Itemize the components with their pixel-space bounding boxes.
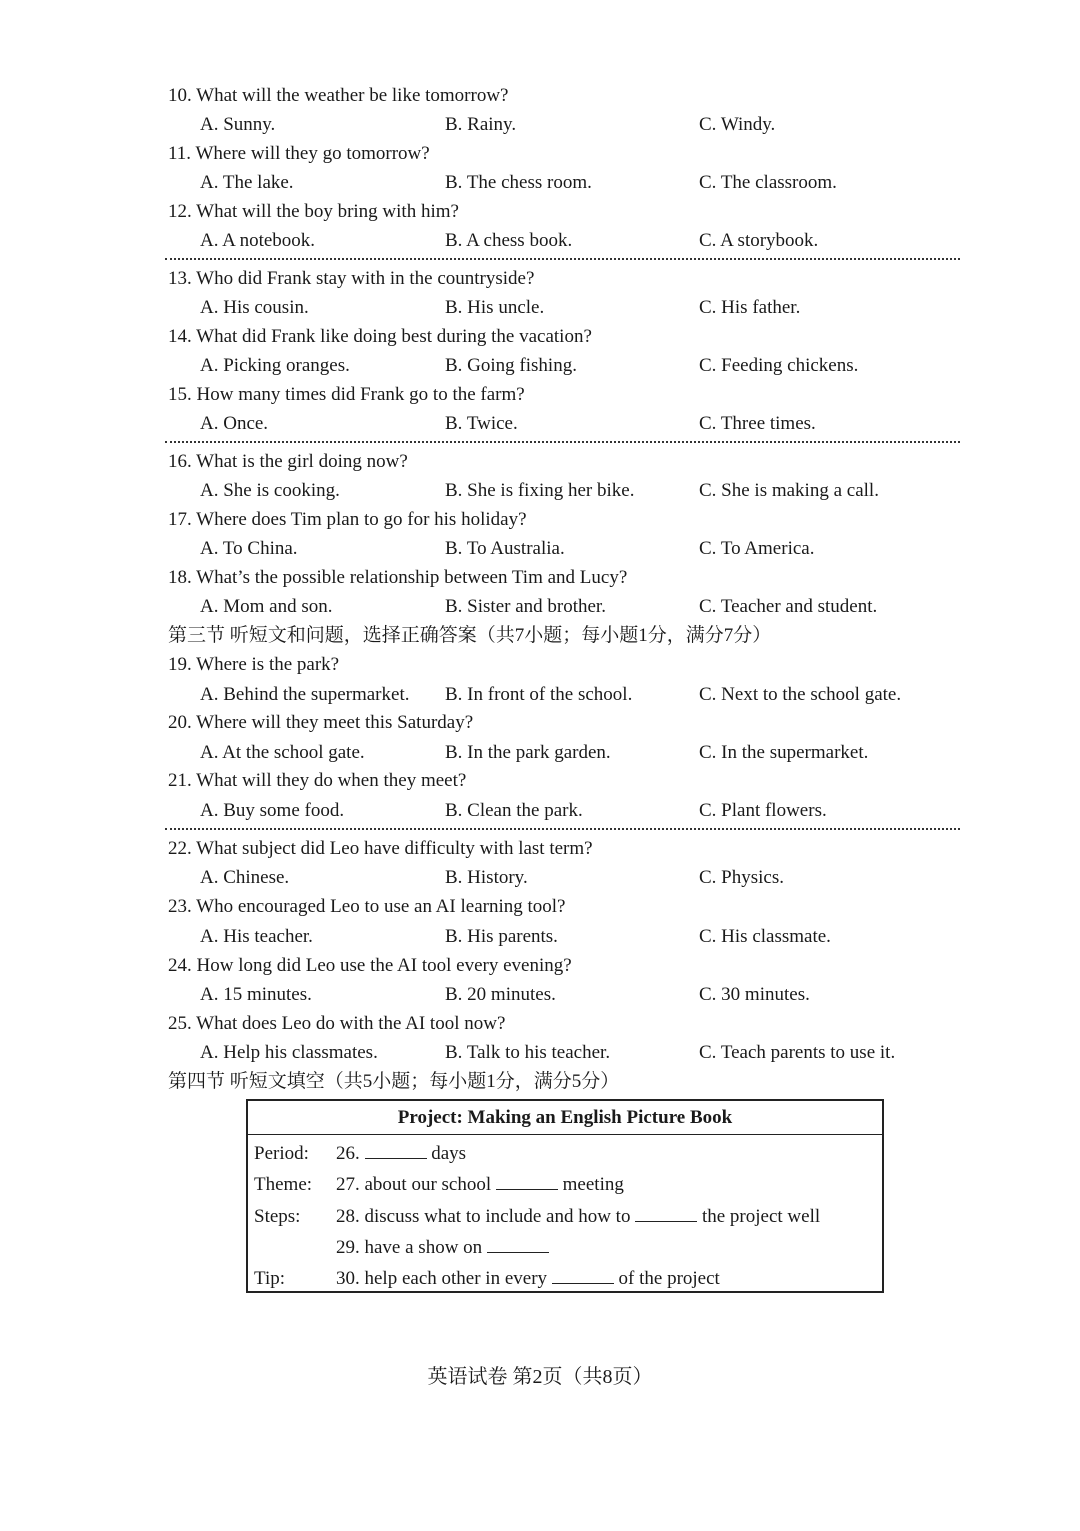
theme-text: 27. about our school bbox=[336, 1174, 492, 1195]
option-10-b: B. Rainy. bbox=[445, 114, 517, 135]
option-25-c: C. Teach parents to use it. bbox=[699, 1042, 896, 1063]
option-16-c: C. She is making a call. bbox=[699, 480, 879, 501]
answer-blank-28[interactable] bbox=[635, 1205, 697, 1222]
option-17-a: A. To China. bbox=[200, 538, 298, 559]
answer-blank-30[interactable] bbox=[552, 1267, 614, 1284]
question-21: 21. What will they do when they meet? bbox=[168, 770, 467, 791]
dotted-separator bbox=[165, 441, 960, 443]
question-14: 14. What did Frank like doing best during the vacation? bbox=[168, 326, 592, 347]
option-24-a: A. 15 minutes. bbox=[200, 984, 312, 1005]
dotted-separator bbox=[165, 828, 960, 830]
answer-blank-29[interactable] bbox=[487, 1236, 549, 1253]
question-17: 17. Where does Tim plan to go for his holiday? bbox=[168, 509, 527, 530]
question-23: 23. Who encouraged Leo to use an AI learning tool? bbox=[168, 896, 566, 917]
theme-suffix: meeting bbox=[562, 1174, 624, 1195]
option-19-a: A. Behind the supermarket. bbox=[200, 684, 410, 705]
option-14-c: C. Feeding chickens. bbox=[699, 355, 859, 376]
option-15-b: B. Twice. bbox=[445, 413, 518, 434]
option-19-c: C. Next to the school gate. bbox=[699, 684, 902, 705]
option-11-c: C. The classroom. bbox=[699, 172, 837, 193]
theme-row bbox=[336, 1173, 624, 1197]
option-14-a: A. Picking oranges. bbox=[200, 355, 350, 376]
period-label: Period: bbox=[254, 1143, 309, 1164]
option-11-b: B. The chess room. bbox=[445, 172, 592, 193]
section-4-heading: 第四节 听短文填空（共5小题；每小题1分，满分5分） bbox=[168, 1071, 620, 1092]
section-3-heading: 第三节 听短文和问题，选择正确答案（共7小题；每小题1分，满分7分） bbox=[168, 625, 772, 646]
option-23-b: B. His parents. bbox=[445, 926, 558, 947]
option-22-b: B. History. bbox=[445, 867, 528, 888]
question-16: 16. What is the girl doing now? bbox=[168, 451, 408, 472]
option-10-a: A. Sunny. bbox=[200, 114, 276, 135]
option-14-b: B. Going fishing. bbox=[445, 355, 577, 376]
option-10-c: C. Windy. bbox=[699, 114, 776, 135]
option-12-c: C. A storybook. bbox=[699, 230, 819, 251]
steps-label: Steps: bbox=[254, 1206, 301, 1227]
period-unit: days bbox=[431, 1143, 467, 1164]
option-25-a: A. Help his classmates. bbox=[200, 1042, 378, 1063]
option-16-a: A. She is cooking. bbox=[200, 480, 340, 501]
step-1-suffix: the project well bbox=[701, 1206, 821, 1227]
option-15-a: A. Once. bbox=[200, 413, 269, 434]
option-24-b: B. 20 minutes. bbox=[445, 984, 556, 1005]
question-10: 10. What will the weather be like tomorrow? bbox=[168, 85, 509, 106]
dotted-separator bbox=[165, 258, 960, 260]
question-12: 12. What will the boy bring with him? bbox=[168, 201, 459, 222]
option-17-b: B. To Australia. bbox=[445, 538, 565, 559]
period-row bbox=[336, 1142, 466, 1166]
option-23-c: C. His classmate. bbox=[699, 926, 831, 947]
question-24: 24. How long did Leo use the AI tool every evening? bbox=[168, 955, 572, 976]
step-2-row bbox=[336, 1236, 549, 1260]
answer-blank-26[interactable] bbox=[365, 1142, 427, 1159]
option-20-b: B. In the park garden. bbox=[445, 742, 611, 763]
tip-row bbox=[336, 1267, 720, 1291]
question-18: 18. What’s the possible relationship between Tim and Lucy? bbox=[168, 567, 628, 588]
option-15-c: C. Three times. bbox=[699, 413, 816, 434]
table-title: Project: Making an English Picture Book bbox=[248, 1101, 882, 1135]
option-20-a: A. At the school gate. bbox=[200, 742, 365, 763]
answer-blank-27[interactable] bbox=[496, 1173, 558, 1190]
page-footer: 英语试卷 第2页（共8页） bbox=[427, 1366, 653, 1388]
option-13-b: B. His uncle. bbox=[445, 297, 545, 318]
question-25: 25. What does Leo do with the AI tool now? bbox=[168, 1013, 506, 1034]
option-12-b: B. A chess book. bbox=[445, 230, 573, 251]
step-2-text: 29. have a show on bbox=[336, 1237, 483, 1258]
option-11-a: A. The lake. bbox=[200, 172, 294, 193]
theme-label: Theme: bbox=[254, 1174, 313, 1195]
option-22-a: A. Chinese. bbox=[200, 867, 290, 888]
option-21-a: A. Buy some food. bbox=[200, 800, 345, 821]
option-21-c: C. Plant flowers. bbox=[699, 800, 827, 821]
option-18-a: A. Mom and son. bbox=[200, 596, 333, 617]
option-13-c: C. His father. bbox=[699, 297, 801, 318]
step-1-row bbox=[336, 1205, 820, 1229]
option-25-b: B. Talk to his teacher. bbox=[445, 1042, 611, 1063]
option-22-c: C. Physics. bbox=[699, 867, 784, 888]
option-23-a: A. His teacher. bbox=[200, 926, 313, 947]
step-1-text: 28. discuss what to include and how to bbox=[336, 1206, 631, 1227]
option-24-c: C. 30 minutes. bbox=[699, 984, 810, 1005]
option-21-b: B. Clean the park. bbox=[445, 800, 583, 821]
option-16-b: B. She is fixing her bike. bbox=[445, 480, 635, 501]
option-12-a: A. A notebook. bbox=[200, 230, 316, 251]
option-20-c: C. In the supermarket. bbox=[699, 742, 869, 763]
option-19-b: B. In front of the school. bbox=[445, 684, 633, 705]
project-table bbox=[246, 1099, 884, 1293]
tip-label: Tip: bbox=[254, 1268, 285, 1289]
question-22: 22. What subject did Leo have difficulty with last term? bbox=[168, 838, 593, 859]
question-13: 13. Who did Frank stay with in the countryside? bbox=[168, 268, 535, 289]
option-18-c: C. Teacher and student. bbox=[699, 596, 878, 617]
question-20: 20. Where will they meet this Saturday? bbox=[168, 712, 474, 733]
option-17-c: C. To America. bbox=[699, 538, 815, 559]
tip-suffix: of the project bbox=[618, 1268, 720, 1289]
period-number: 26. bbox=[336, 1143, 360, 1164]
question-11: 11. Where will they go tomorrow? bbox=[168, 143, 430, 164]
option-18-b: B. Sister and brother. bbox=[445, 596, 606, 617]
question-19: 19. Where is the park? bbox=[168, 654, 340, 675]
tip-text: 30. help each other in every bbox=[336, 1268, 548, 1289]
option-13-a: A. His cousin. bbox=[200, 297, 309, 318]
question-15: 15. How many times did Frank go to the farm? bbox=[168, 384, 525, 405]
